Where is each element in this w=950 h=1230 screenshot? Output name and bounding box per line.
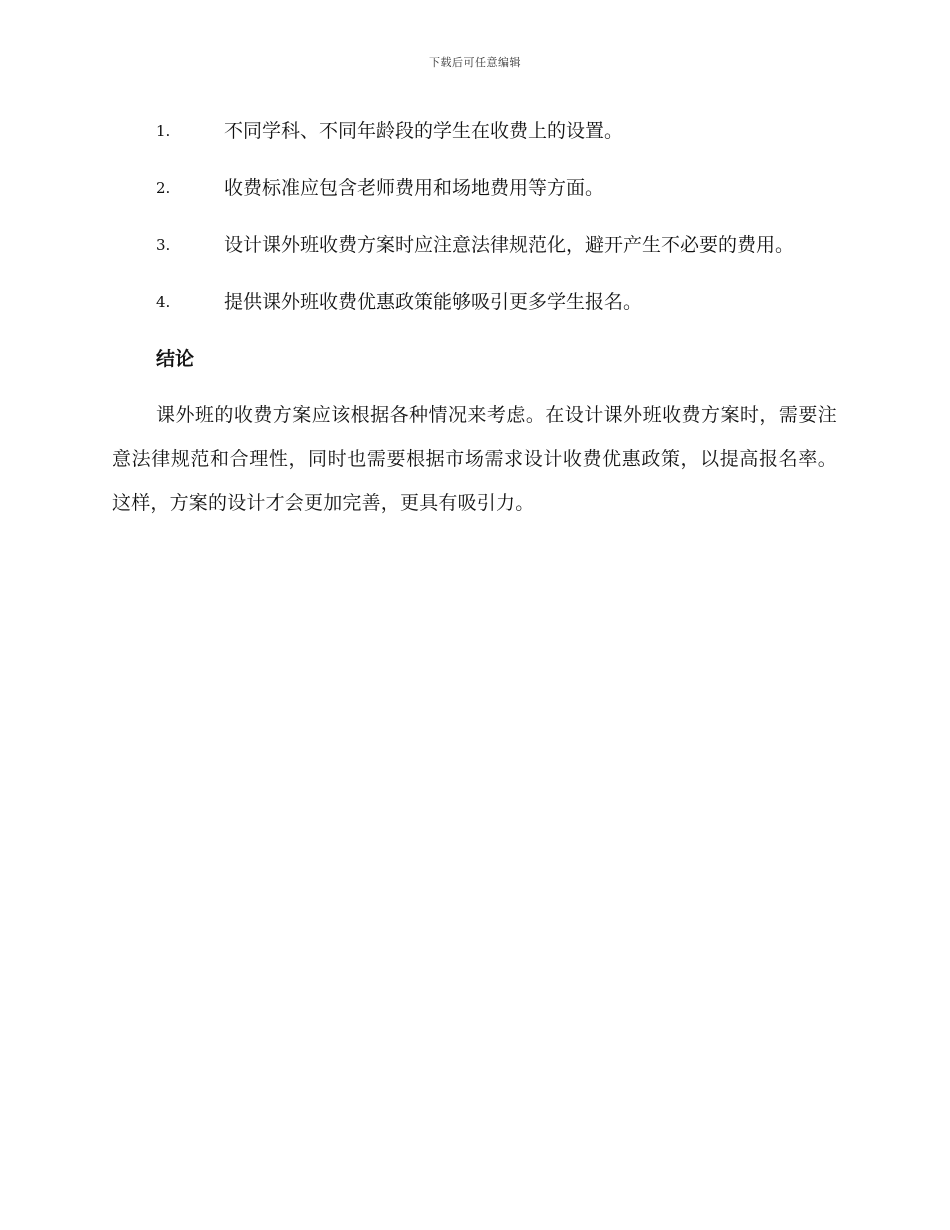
list-item-number: 1.	[156, 122, 171, 140]
list-item-text: 提供课外班收费优惠政策能够吸引更多学生报名。	[224, 291, 643, 313]
list-item-number: 4.	[156, 293, 171, 311]
list-item-text: 设计课外班收费方案时应注意法律规范化，避开产生不必要的费用。	[224, 234, 795, 256]
list-item-number: 2.	[156, 179, 171, 197]
list-item	[112, 108, 837, 154]
list-item	[112, 279, 837, 325]
list-item-text: 不同学科、不同年龄段的学生在收费上的设置。	[224, 120, 624, 142]
list-item-text: 收费标准应包含老师费用和场地费用等方面。	[224, 177, 605, 199]
page-header: 下载后可任意编辑	[429, 56, 521, 69]
section-heading-conclusion: 结论	[156, 348, 195, 370]
document-body	[112, 108, 837, 525]
list-item	[112, 222, 837, 268]
conclusion-paragraph: 课外班的收费方案应该根据各种情况来考虑。在设计课外班收费方案时，需要注意法律规范和合理性，同时也需要根据市场需求设计收费优惠政策，以提高报名率。这样，方案的设计才会更加完善，更具有吸引力。	[112, 404, 837, 514]
list-item-number: 3.	[156, 236, 171, 254]
list-item	[112, 165, 837, 211]
